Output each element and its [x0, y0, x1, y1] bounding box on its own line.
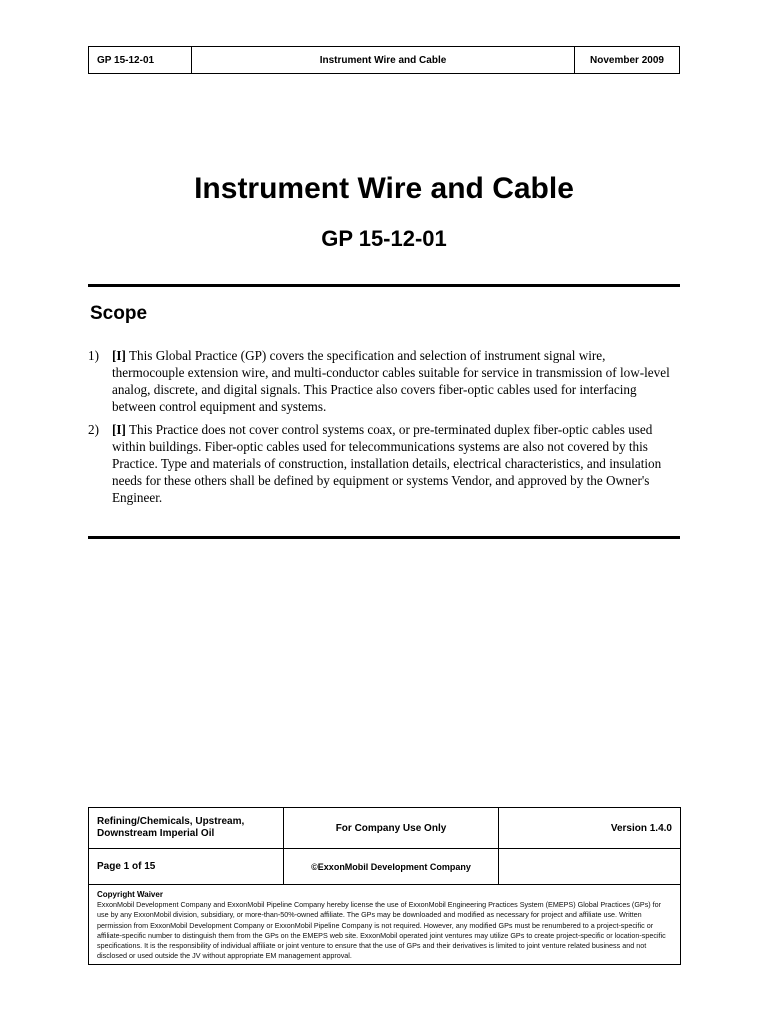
list-item-text — [112, 421, 678, 506]
document-gp-number: GP 15-12-01 — [321, 226, 447, 251]
top-divider — [88, 284, 680, 287]
page-header — [88, 46, 680, 74]
footer-empty-cell — [499, 849, 680, 884]
waiver-title: Copyright Waiver — [97, 890, 163, 899]
header-date: November 2009 — [590, 54, 664, 66]
list-item-body: This Practice does not cover control systems coax, or pre-terminated duplex fiber-optic cables used within buildings. Fiber-optic cables used for telecommunications systems are also not covered by this Practice. Type and materials of construction, installation details, electrical characteristics, and insulation needs for these others shall be defined by equipment or systems Vendor, and approved by the Owner's Engineer. — [112, 422, 662, 505]
list-item — [88, 421, 678, 506]
list-item — [88, 347, 678, 415]
list-item-tag: [I] — [112, 348, 126, 363]
footer-page-number: Page 1 of 15 — [89, 849, 284, 884]
page-footer — [88, 807, 681, 965]
waiver-text: ExxonMobil Development Company and ExxonMobil Pipeline Company hereby license the use of ExxonMobil Engineering Practices System (EMEPS) Global Practices (GPs) for use by any ExxonMobil division, subsidiary, or more-than-50%-owned affiliate. The GPs may be downloaded and modified as necessary for project and affiliate use. Written permission from ExxonMobil Development Company or ExxonMobil Pipeline Company is not required. However, any modified GPs must be renumbered to a project-specific or affiliate-specific number to distinguish them from the GPs on the EMEPS web site. ExxonMobil operated joint ventures may utilize GPs to create project-specific or location-specific specifications. It is the responsibility of individual affiliate or joint venture to ensure that the use of GPs and their derivatives is limited to joint venture related business and not disclosed or used outside the JV without appropriate EM management approval. — [97, 900, 666, 961]
footer-version: Version 1.4.0 — [610, 822, 672, 834]
list-item-body: This Global Practice (GP) covers the specification and selection of instrument signal wire, thermocouple extension wire, and multi-conductor cables suitable for service in transmission of low-level analog, discrete, and digital signals. This Practice also covers fiber-optic cables used for interfacing between control equipment and systems. — [112, 348, 670, 414]
copyright-waiver — [89, 885, 680, 964]
list-item-tag: [I] — [112, 422, 126, 437]
bottom-divider — [88, 536, 680, 539]
footer-copyright: ©ExxonMobil Development Company — [284, 849, 499, 884]
section-heading: Scope — [90, 303, 148, 324]
list-item-text — [112, 347, 678, 415]
list-item-number: 1) — [88, 348, 99, 363]
header-title: Instrument Wire and Cable — [192, 47, 575, 73]
footer-row — [89, 808, 680, 849]
footer-row — [89, 849, 680, 885]
list-item-number: 2) — [88, 422, 99, 437]
header-doc-number: GP 15-12-01 — [89, 47, 192, 73]
document-title: Instrument Wire and Cable — [194, 172, 574, 205]
footer-divisions: Refining/Chemicals, Upstream, Downstream Imperial Oil — [89, 808, 284, 848]
footer-classification: For Company Use Only — [284, 808, 499, 848]
